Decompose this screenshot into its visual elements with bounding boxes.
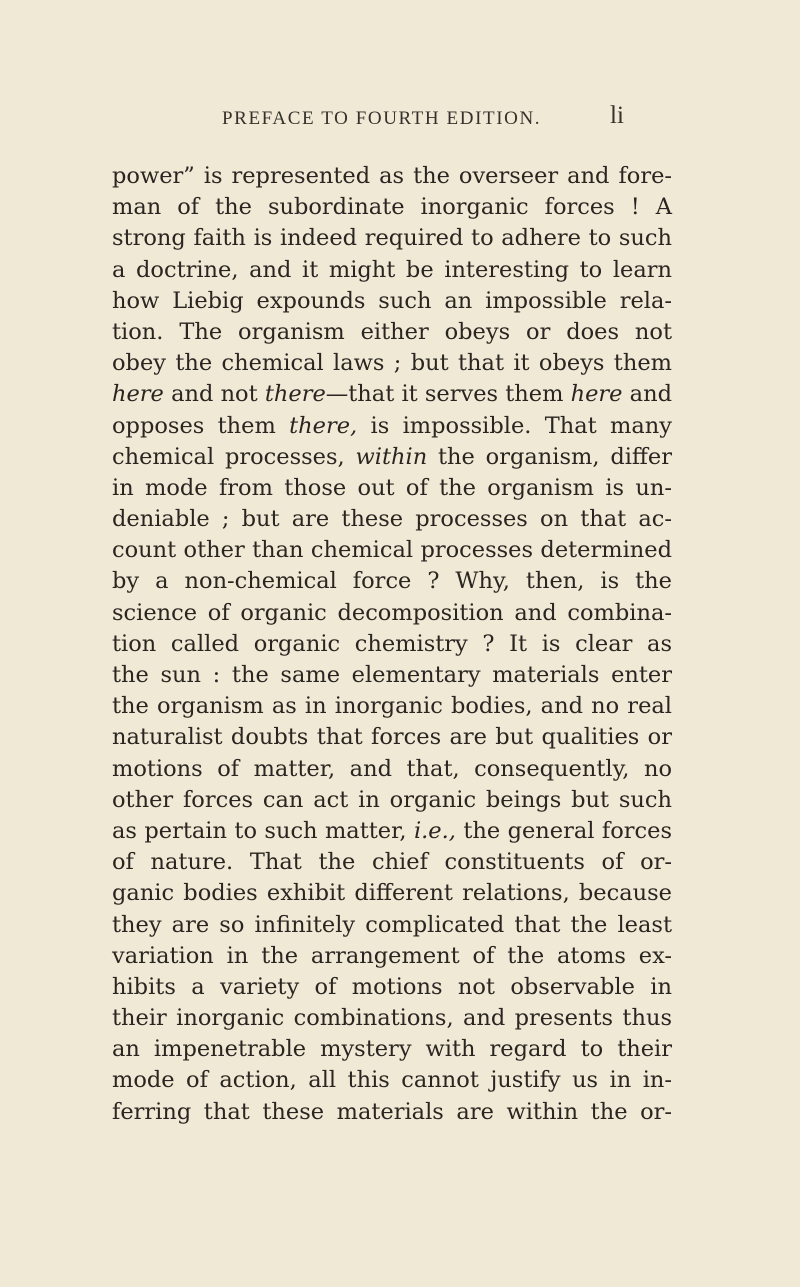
text-run: hibits a variety of motions not observable in: [112, 973, 672, 1000]
text-run: —that it serves them: [325, 381, 571, 408]
text-line: [112, 379, 672, 410]
text-line: [112, 1003, 672, 1034]
text-run: their inorganic combinations, and presents thus: [112, 1005, 672, 1032]
text-line: [112, 660, 672, 691]
text-line: [112, 223, 672, 254]
text-run: chemical processes,: [112, 443, 356, 470]
italic-text: here: [570, 381, 623, 408]
text-run: the organism, differ: [427, 443, 672, 470]
text-run: other forces can act in organic beings but such: [112, 786, 672, 813]
italic-text: there: [264, 381, 326, 408]
text-line: [112, 816, 672, 847]
text-run: an impenetrable mystery with regard to their: [112, 1036, 672, 1063]
italic-text: i.e.,: [413, 817, 456, 844]
text-line: [112, 317, 672, 348]
text-run: tion called organic chemistry ? It is clear as: [112, 630, 672, 657]
text-run: how Liebig expounds such an impossible rela-: [112, 287, 672, 314]
text-line: [112, 192, 672, 223]
text-run: and not: [163, 381, 265, 408]
text-line: [112, 785, 672, 816]
text-run: power” is represented as the overseer and fore-: [112, 163, 672, 189]
text-line: [112, 847, 672, 878]
text-run: ganic bodies exhibit different relations, because: [112, 880, 672, 907]
text-line: [112, 473, 672, 504]
text-line: [112, 348, 672, 379]
text-run: count other than chemical processes determined: [112, 537, 672, 564]
text-run: deniable ; but are these processes on that ac-: [112, 506, 672, 533]
text-line: [112, 255, 672, 286]
text-line: [112, 722, 672, 753]
text-run: of nature. That the chief constituents of or-: [112, 849, 672, 876]
italic-text: there,: [289, 412, 358, 439]
italic-text: here: [112, 381, 164, 408]
text-run: the organism as in inorganic bodies, and no real: [112, 693, 672, 720]
text-line: [112, 1065, 672, 1096]
text-line: [112, 566, 672, 597]
text-run: obey the chemical laws ; but that it obeys them: [112, 350, 672, 377]
italic-text: within: [355, 443, 428, 470]
text-line: [112, 1097, 672, 1128]
text-line: [112, 535, 672, 566]
text-line: [112, 629, 672, 660]
page-number: li: [610, 102, 624, 129]
text-run: by a non-chemical force ? Why, then, is the: [112, 568, 672, 595]
page-header: [0, 96, 800, 136]
text-line: [112, 598, 672, 629]
text-line: [112, 754, 672, 785]
text-run: the general forces: [455, 817, 672, 844]
text-run: the sun : the same elementary materials enter: [112, 662, 672, 688]
text-line: [112, 161, 672, 192]
text-run: naturalist doubts that forces are but qualities or: [112, 724, 672, 751]
text-run: and: [622, 381, 672, 408]
text-line: [112, 941, 672, 972]
text-run: opposes them: [112, 412, 290, 439]
text-line: [112, 1034, 672, 1065]
text-run: mode of action, all this cannot justify us in in-: [112, 1067, 672, 1094]
text-run: science of organic decomposition and combina-: [112, 599, 672, 626]
text-run: they are so infinitely complicated that the least: [112, 911, 672, 938]
text-line: [112, 286, 672, 317]
body-text: [112, 161, 672, 1128]
running-title: PREFACE TO FOURTH EDITION.: [222, 108, 542, 129]
text-run: variation in the arrangement of the atoms ex-: [112, 942, 672, 969]
text-line: [112, 878, 672, 909]
text-run: is impossible. That many: [357, 412, 672, 439]
text-line: [112, 411, 672, 442]
text-line: [112, 691, 672, 722]
text-run: man of the subordinate inorganic forces ! A: [112, 194, 672, 221]
text-line: [112, 442, 672, 473]
text-run: as pertain to such matter,: [112, 817, 414, 844]
text-line: [112, 972, 672, 1003]
text-run: in mode from those out of the organism is un-: [112, 474, 672, 501]
text-line: [112, 910, 672, 941]
text-run: a doctrine, and it might be interesting to learn: [112, 256, 672, 283]
text-run: ferring that these materials are within the or-: [112, 1098, 672, 1125]
text-line: [112, 504, 672, 535]
text-run: tion. The organism either obeys or does not: [112, 318, 672, 345]
text-run: motions of matter, and that, consequently, no: [112, 755, 672, 782]
text-run: strong faith is indeed required to adhere to such: [112, 225, 672, 252]
